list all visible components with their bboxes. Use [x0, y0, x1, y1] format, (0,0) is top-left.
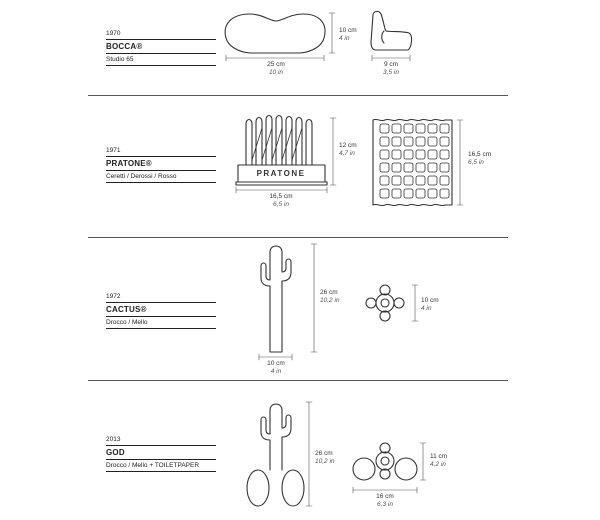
dim-in: 10 in — [268, 69, 284, 76]
bocca-front-height-label — [339, 27, 357, 43]
pratone-top-drawing — [373, 119, 452, 205]
dim-in: 10,2 in — [320, 297, 340, 304]
bocca-front-width-label — [261, 61, 291, 77]
dim-cm: 11 cm — [430, 453, 448, 460]
cactus-front-drawing — [261, 246, 291, 352]
cactus-front-height-label — [320, 289, 340, 305]
pratone-base-label: PRATONE — [256, 169, 306, 178]
dim-in: 3,5 in — [383, 69, 399, 76]
bocca-side-width-label — [378, 61, 404, 77]
cactus-top-side-label — [421, 297, 439, 313]
dim-cm: 26 cm — [315, 450, 333, 457]
dim-cm: 10 cm — [339, 27, 357, 34]
bocca-side-drawing — [371, 11, 412, 50]
bocca-front-drawing — [225, 14, 325, 53]
cactus-top-drawing — [366, 285, 404, 321]
dim-cm: 26 cm — [320, 289, 338, 296]
dim-cm: 16,5 cm — [269, 193, 293, 200]
dim-cm: 16,5 cm — [468, 151, 492, 158]
product-designer: Studio 65 — [106, 56, 134, 63]
dim-cm: 9 cm — [383, 61, 399, 68]
god-top-width-label — [371, 493, 399, 509]
pratone-grid — [380, 124, 449, 198]
dim-in: 4 in — [421, 305, 432, 312]
cactus-front-width-label — [261, 360, 291, 376]
dim-cm: 10 cm — [421, 297, 439, 304]
dim-in: 4,7 in — [339, 150, 355, 157]
product-year: 1971 — [106, 147, 121, 154]
dim-cm: 16 cm — [376, 493, 394, 500]
dim-in: 4,2 in — [430, 461, 446, 468]
product-name: CACTUS® — [106, 305, 147, 314]
product-year: 1972 — [106, 293, 121, 300]
dim-in: 6,5 in — [468, 159, 484, 166]
dim-cm: 10 cm — [267, 360, 285, 367]
god-top-height-label — [430, 453, 447, 469]
product-year: 2013 — [106, 436, 121, 443]
dim-in: 6,5 in — [273, 201, 289, 208]
product-name: BOCCA® — [106, 42, 143, 51]
product-name: PRATONE® — [106, 159, 152, 168]
dim-in: 10,2 in — [315, 458, 335, 465]
dim-cm: 25 cm — [267, 61, 285, 68]
pratone-dimension-lines — [236, 118, 463, 205]
dim-in: 4 in — [339, 35, 350, 42]
god-front-height-label — [315, 450, 335, 466]
product-designer: Drocco / Mello — [106, 319, 148, 326]
product-designer: Drocco / Mello + TOILETPAPER — [106, 462, 200, 469]
dim-in: 4 in — [270, 368, 282, 375]
pratone-front-height-label — [339, 142, 357, 158]
pratone-top-side-label — [468, 151, 491, 167]
god-front-drawing — [247, 404, 304, 506]
product-year: 1970 — [106, 30, 121, 37]
dim-cm: 12 cm — [339, 142, 357, 149]
dim-in: 6,3 in — [377, 501, 393, 508]
product-designer: Ceretti / Derossi / Rosso — [106, 173, 177, 180]
product-name: GOD — [106, 448, 125, 457]
god-top-drawing — [353, 443, 417, 480]
pratone-front-width-label — [263, 193, 299, 209]
